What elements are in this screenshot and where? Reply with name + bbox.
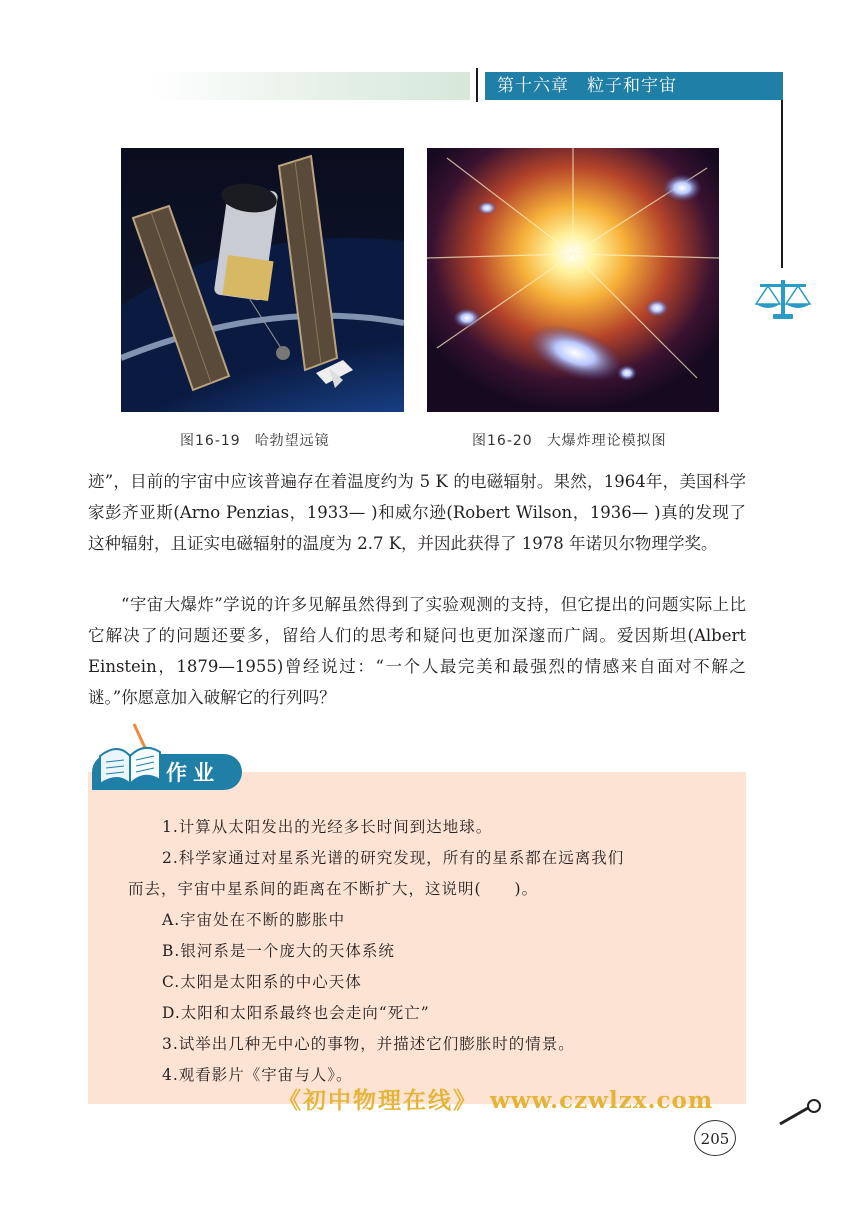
homework-title: 作业 [166,761,220,785]
figure-caption-text: 哈勃望远镜 [254,433,330,449]
chapter-number: 第十六章 [497,76,569,96]
magnifier-icon [778,1098,826,1126]
big-bang-image [427,148,719,412]
figure-caption-text: 大爆炸理论模拟图 [546,433,667,449]
chapter-header [485,72,783,100]
open-book-icon [94,722,164,788]
site-watermark [278,1082,713,1115]
figure-number: 图16-20 [472,433,533,449]
homework-line: 1.计算从太阳发出的光经多长时间到达地球。 [162,818,493,836]
hubble-telescope-image [121,148,404,412]
watermark-name: 《初中物理在线》 [278,1088,478,1114]
homework-line: 3.试举出几种无中心的事物，并描述它们膨胀时的情景。 [162,1035,575,1053]
homework-line: 4.观看影片《宇宙与人》。 [162,1066,353,1084]
balance-scale-icon [754,276,812,322]
side-rule [781,100,783,268]
homework-line: A.宇宙处在不断的膨胀中 [162,911,346,929]
figure-number: 图16-19 [180,433,241,449]
figure-caption [180,430,330,450]
homework-list [128,812,728,1091]
body-paragraph: 迹”，目前的宇宙中应该普遍存在着温度约为 5 K 的电磁辐射。果然，1964年，美国科学家彭齐亚斯(Arno Penzias，1933— )和威尔逊(Robert Wilson，1936— )真的发现了这种辐射，且证实电磁辐射的温度为 2.7 K，并因此获得了 1978 年诺贝尔物理学奖。 [88,472,746,553]
header-separator [476,68,478,102]
chapter-title: 粒子和宇宙 [587,76,677,96]
watermark-url: www.czwlzx.com [490,1087,714,1114]
homework-line: C.太阳是太阳系的中心天体 [162,973,362,991]
page-number: 205 [694,1120,736,1156]
homework-line: 2.科学家通过对星系光谱的研究发现，所有的星系都在远离我们 [162,849,625,867]
homework-line: B.银河系是一个庞大的天体系统 [162,942,395,960]
homework-line: 而去，宇宙中星系间的距离在不断扩大，这说明( )。 [128,880,539,898]
body-paragraph: “宇宙大爆炸”学说的许多见解虽然得到了实验观测的支持，但它提出的问题实际上比它解决了的问题还要多，留给人们的思考和疑问也更加深邃而广阔。爱因斯坦(Albert Einstein，1879—1955)曾经说过：“一个人最完美和最强烈的情感来自面对不解之谜。”你愿意加入破解它的行列吗？ [88,595,746,707]
figure-caption [472,430,667,450]
header-gradient [150,72,470,100]
homework-line: D.太阳和太阳系最终也会走向“死亡” [162,1004,430,1022]
